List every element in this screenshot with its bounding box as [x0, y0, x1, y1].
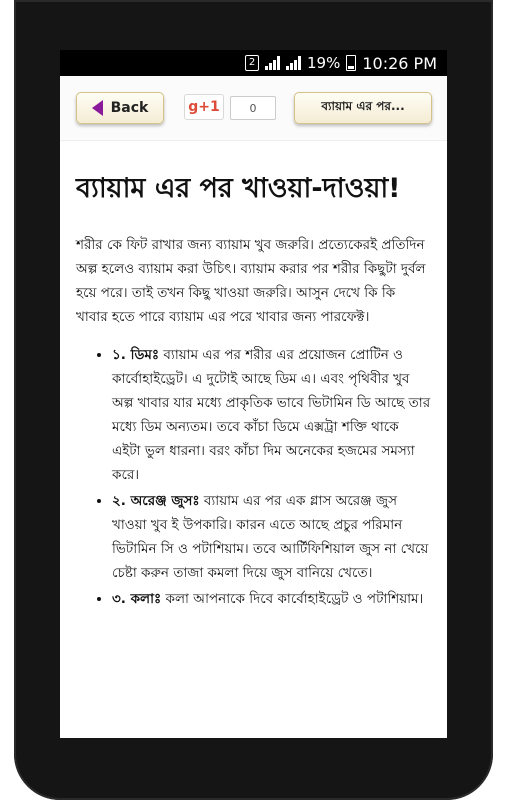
list-item [112, 343, 431, 487]
list-item-heading: ১. ডিমঃ [112, 347, 160, 363]
list-item-text: কলা আপনাকে দিবে কার্বোহাইড্রেট ও পটাশিয়াম। [161, 591, 424, 607]
tips-list [76, 343, 431, 611]
google-plus-one-button[interactable]: g+1 [184, 94, 224, 120]
article-content [60, 141, 447, 613]
battery-icon [346, 55, 356, 71]
topic-button[interactable]: ব্যায়াম এর পর... [294, 92, 432, 124]
list-item-text: ব্যায়াম এর পর শরীর এর প্রয়োজন প্রোটিন ও কার্বোহাইড্রেট। এ দুটোই আছে ডিম এ। এবং পৃথিবীর খুব অল্প খাবার যার মধ্যে প্রাকৃতিক ভাবে ভিটামিন ডি আছে তার মধ্যে ডিম অন্যতম। তবে কাঁচা ডিমে এক্সট্রা শক্তি থাকে এইটা ভুল ধারনা। বরং কাঁচা দিম অনেকের হজমের সমস্যা করে। [112, 347, 431, 483]
clock: 10:26 PM [362, 53, 437, 73]
status-bar [60, 50, 447, 76]
plus-one-count: 0 [230, 96, 276, 120]
list-item [112, 489, 431, 585]
list-item-text: ব্যায়াম এর পর এক গ্লাস অরেঞ্জ জুস খাওয়া খুব ই উপকারি। কারন এতে আছে প্রচুর পরিমান ভিটামিন সি ও পটাশিয়াম। তবে আর্টিফিশিয়াল জুস না খেয়ে চেষ্টা করুন তাজা কমলা দিয়ে জুস বানিয়ে খেতে। [112, 493, 429, 581]
back-arrow-icon [92, 100, 103, 116]
back-button[interactable] [76, 92, 164, 124]
signal-icon [265, 56, 280, 70]
battery-percent: 19% [307, 54, 341, 72]
article-title: ব্যায়াম এর পর খাওয়া-দাওয়া! [76, 173, 401, 204]
list-item-heading: ২. অরেঞ্জ জুসঃ [112, 493, 200, 509]
article-intro: শরীর কে ফিট রাখার জন্য ব্যায়াম খুব জরুরি। প্রত্যেকেরই প্রতিদিন অল্প হলেও ব্যায়াম করা উচিৎ। ব্যায়াম করার পর শরীর কিছুটা দুর্বল হয়ে পরে। তাই তখন কিছু খাওয়া জরুরি। আসুন দেখে কি কি খাবার হতে পারে ব্যায়াম এর পরে খাবার জন্য পারফেক্ট। [76, 237, 426, 325]
top-toolbar [60, 76, 447, 141]
back-button-label: Back [110, 100, 149, 116]
list-item-heading: ৩. কলাঃ [112, 591, 162, 607]
list-item [112, 587, 431, 611]
sim-icon: 2 [245, 55, 259, 71]
signal-icon-2 [286, 56, 301, 70]
